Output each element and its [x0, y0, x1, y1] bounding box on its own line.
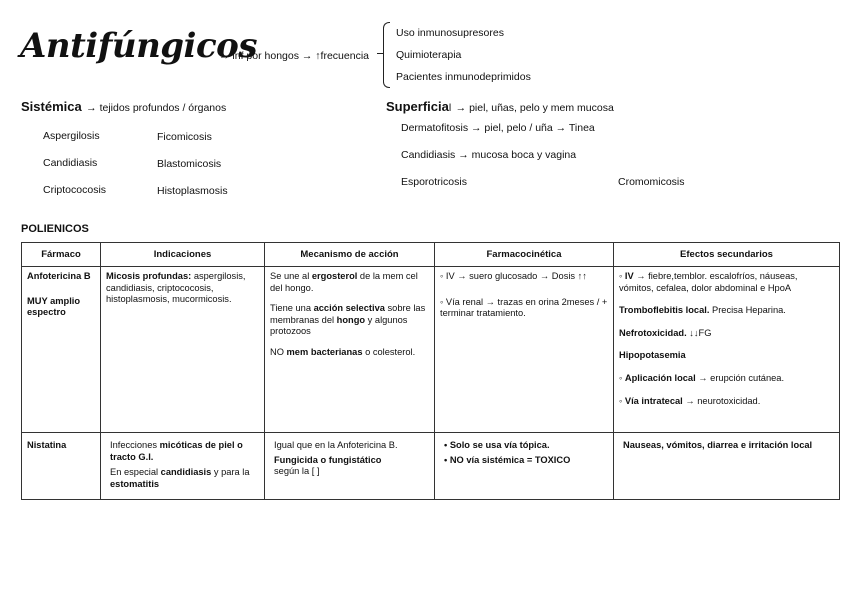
text-bold: Nefrotoxicidad. [619, 327, 687, 338]
drug-cell [22, 433, 101, 500]
text-bold: Fungicida o fungistático [274, 454, 382, 465]
pk-item: ◦ Vía renal → trazas en orina 2meses / + terminar tratamiento. [440, 296, 608, 319]
header-chain: → inf por hongos → ↑frecuencia [219, 50, 369, 62]
indications-cell [101, 433, 265, 500]
text-bold: estomatitis [110, 478, 160, 489]
cause-item: Pacientes inmunodeprimidos [396, 71, 531, 83]
text: erupción cutánea. [707, 373, 785, 384]
sistemica-title: Sistémica [21, 99, 82, 114]
superficial-subtitle: → piel, uñas, pelo y mem mucosa [455, 102, 614, 114]
page-title: Antifúngicos [20, 26, 257, 66]
pk-item: ◦ IV → suero glucosado → Dosis ↑↑ [440, 271, 587, 281]
text-bold: Aplicación local → [624, 373, 708, 384]
sistemica-heading [21, 98, 226, 116]
list-item: Candidiasis [43, 157, 98, 169]
text: sobre las membranas del [270, 303, 426, 325]
text: de la mem cel del hongo. [270, 271, 418, 293]
indications-cell [101, 267, 265, 433]
column-header: Efectos secundarios [614, 243, 840, 267]
column-header: Farmacocinética [435, 243, 614, 267]
table-row [22, 433, 840, 500]
list-item: Cromomicosis [618, 176, 685, 188]
text-bold: hongo [336, 314, 366, 325]
column-header: Indicaciones [101, 243, 265, 267]
ind-bold: Micosis profundas: [106, 271, 192, 281]
mechanism-cell [265, 267, 435, 433]
pharmacokinetics-cell [435, 433, 614, 500]
list-item: Esporotricosis [401, 176, 467, 188]
text: o colesterol. [362, 347, 416, 358]
section-title: POLIENICOS [21, 223, 89, 235]
drug-name: Anfotericina B [27, 271, 91, 281]
text: Infecciones [110, 440, 160, 450]
text-bold: Tromboflebitis local. [619, 305, 710, 316]
text-bold: Hipopotasemia [619, 350, 686, 361]
brace [383, 22, 390, 88]
effects-cell [614, 433, 840, 500]
text-bold: mem bacterianas [286, 347, 363, 358]
drug-table [21, 242, 840, 500]
text: NO [270, 347, 287, 358]
text: neurotoxicidad. [694, 395, 761, 406]
text-bold: acción selectiva [313, 303, 385, 314]
text: según la [ ] [274, 466, 320, 477]
drug-spectrum: MUY amplio espectro [27, 295, 81, 318]
drug-name: Nistatina [27, 440, 67, 450]
table-header-row [22, 243, 840, 267]
superficial-heading [386, 98, 614, 116]
text: Precisa Heparina. [709, 305, 786, 316]
list-item: Dermatofitosis → piel, pelo / uña → Tinea [401, 122, 595, 134]
text-bold: micóticas de piel o tracto G.I. [110, 440, 243, 462]
brace-tip [377, 53, 384, 54]
ind-text: aspergilosis, candidiasis, criptococosis, histoplasmosis, mucormicosis. [106, 271, 246, 305]
list-item: Criptococosis [43, 184, 107, 196]
text: Igual que en la Anfotericina B. [274, 440, 398, 450]
text-bold: IV → [624, 271, 646, 281]
text-bold: candidiasis [160, 467, 212, 478]
column-header: Mecanismo de acción [265, 243, 435, 267]
pk-item: • NO vía sistémica = TOXICO [444, 454, 571, 465]
sistemica-subtitle: → tejidos profundos / órganos [86, 102, 227, 114]
column-header: Fármaco [22, 243, 101, 267]
pharmacokinetics-cell [435, 267, 614, 433]
text-bold: Vía intratecal → [624, 395, 695, 406]
table-row [22, 267, 840, 433]
superficial-title: Superficia [386, 99, 449, 114]
cause-item: Uso inmunosupresores [396, 27, 504, 39]
effects-cell: ◦ IV → fiebre,temblor. escalofríos, náuseas, vómitos, cefalea, dolor abdominal e HpoA Tromboflebitis local. Precisa Heparina. Nefrotoxicidad. ↓↓FG Hipopotasemia ◦ Aplicación local → erupción cutánea. ◦ Vía intratecal → neurotoxicidad. [614, 267, 840, 433]
effects-text: Nauseas, vómitos, diarrea e irritación local [623, 440, 813, 450]
superficial-title-rest: l [448, 102, 452, 114]
drug-cell [22, 267, 101, 433]
mechanism-cell [265, 433, 435, 500]
cause-item: Quimioterapia [396, 49, 462, 61]
list-item: Aspergilosis [43, 130, 100, 142]
list-item: Candidiasis → mucosa boca y vagina [401, 149, 577, 161]
text: En especial [110, 467, 161, 478]
list-item: Histoplasmosis [157, 185, 228, 197]
text: fiebre,temblor. escalofríos, náuseas, vómitos, cefalea, dolor abdominal e HpoA [619, 271, 798, 293]
list-item: Ficomicosis [157, 131, 212, 143]
text: y algunos protozoos [270, 314, 408, 337]
text: Se une al [270, 271, 312, 281]
list-item: Blastomicosis [157, 158, 222, 170]
text: y para la [211, 467, 250, 478]
text-bold: ergosterol [311, 271, 358, 281]
pk-item: • Solo se usa vía tópica. [444, 440, 550, 450]
text: ↓↓FG [686, 327, 712, 338]
text: Tiene una [270, 303, 314, 314]
